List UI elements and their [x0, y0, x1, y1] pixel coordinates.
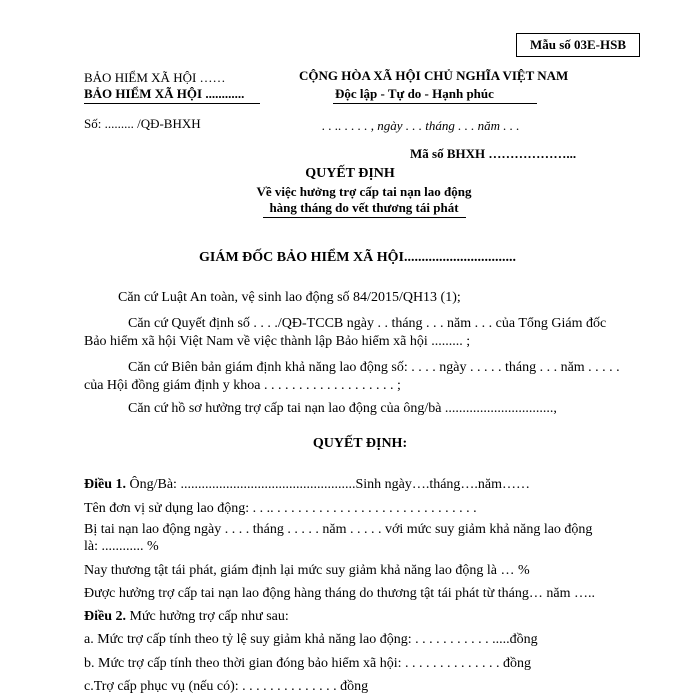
agency-parent: BẢO HIỂM XÃ HỘI …… — [84, 70, 226, 85]
article2-heading — [84, 609, 289, 625]
national-motto: Độc lập - Tự do - Hạnh phúc — [335, 86, 494, 101]
article2-label: Điều 2. — [84, 609, 126, 624]
document-title: QUYẾT ĐỊNH — [305, 166, 395, 181]
article1-accident-line1: Bị tai nạn lao động ngày . . . . tháng . . . . . năm . . . . . với mức suy giảm khả năng lao động — [84, 522, 593, 537]
agency-name: BẢO HIỂM XÃ HỘI ............ — [84, 86, 245, 101]
article2-item-a: a. Mức trợ cấp tính theo tỷ lệ suy giảm khả năng lao động: . . . . . . . . . . . .....đồng — [84, 632, 538, 647]
article1-entitlement: Được hưởng trợ cấp tai nạn lao động hàng tháng do thương tật tái phát từ tháng… năm ….. — [84, 586, 595, 601]
decision-heading: QUYẾT ĐỊNH: — [312, 436, 408, 451]
basis-decision-line1: Căn cứ Quyết định số . . . ./QĐ-TCCB ngày . . tháng . . . năm . . . của Tổng Giám đốc — [128, 316, 607, 331]
article1-person — [84, 477, 530, 493]
title-subject-line2: hàng tháng do vết thương tái phát — [269, 200, 459, 215]
article2-item-b: b. Mức trợ cấp tính theo thời gian đóng bảo hiểm xã hội: . . . . . . . . . . . . . . đồng — [84, 656, 532, 671]
country-name: CỘNG HÒA XÃ HỘI CHỦ NGHĨA VIỆT NAM — [299, 68, 569, 83]
article1-person-text: Ông/Bà: ..................................................Sinh ngày….tháng….năm…… — [126, 477, 531, 492]
agency-underline — [84, 103, 260, 104]
basis-decision-line2: Bảo hiểm xã hội Việt Nam về việc thành lập Bảo hiểm xã hội ......... ; — [84, 334, 471, 349]
article1-recurrence: Nay thương tật tái phát, giám định lại mức suy giảm khả năng lao động là … % — [84, 563, 530, 578]
basis-assessment-line1: Căn cứ Biên bản giám định khả năng lao động số: . . . . ngày . . . . . tháng . . . năm . . . . . — [128, 360, 620, 375]
motto-underline — [333, 103, 537, 104]
title-subject-line1: Về việc hưởng trợ cấp tai nạn lao động — [256, 184, 472, 199]
article2-heading-text: Mức hưởng trợ cấp như sau: — [126, 609, 289, 624]
title-underline — [263, 217, 466, 218]
article2-item-c: c.Trợ cấp phục vụ (nếu có): . . . . . . . . . . . . . . đồng — [84, 679, 369, 694]
form-code-box: Mẫu số 03E-HSB — [516, 33, 640, 57]
article1-accident-line2: là: ............ % — [84, 539, 159, 554]
decision-number: Số: ......... /QĐ-BHXH — [84, 116, 201, 131]
social-insurance-code: Mã số BHXH ………………... — [410, 146, 577, 161]
basis-law: Căn cứ Luật An toàn, vệ sinh lao động số 84/2015/QH13 (1); — [118, 290, 461, 305]
article1-employer: Tên đơn vị sử dụng lao động: . . .. . . . . . . . . . . . . . . . . . . . . . . . . . . . . . — [84, 501, 477, 516]
article1-label: Điều 1. — [84, 477, 126, 492]
issuer-heading: GIÁM ĐỐC BẢO HIỂM XÃ HỘI................................ — [199, 250, 516, 265]
basis-dossier: Căn cứ hồ sơ hưởng trợ cấp tai nạn lao động của ông/bà ..............................., — [128, 401, 557, 416]
issue-date: . . .. . . . . , ngày . . . tháng . . . năm . . . — [322, 118, 520, 133]
basis-assessment-line2: của Hội đồng giám định y khoa . . . . . . . . . . . . . . . . . . . ; — [84, 378, 401, 393]
